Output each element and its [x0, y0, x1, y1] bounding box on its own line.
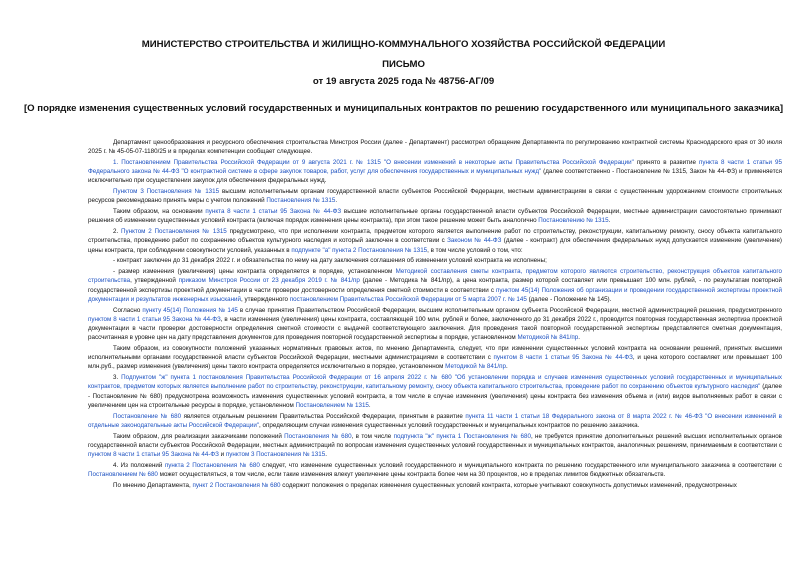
paragraph-text: , утвержденной [130, 277, 179, 285]
document-link[interactable]: приказом Минстроя России от 23 декабря 2019 г. № 841/пр [178, 277, 360, 285]
paragraph [88, 227, 782, 255]
paragraph-text: , в том числе условий о том, что: [427, 246, 523, 254]
paragraph [88, 306, 782, 343]
paragraph [88, 461, 782, 479]
paragraph-text: Таким образом, для реализации заказчиками положений [113, 432, 285, 440]
paragraph-text: , определяющим случаи изменения существенных условий государственных и муниципальных контрактов по решению заказчика. [259, 421, 640, 429]
paragraph-text: Таким образом, из совокупности положений указанных нормативных правовых актов, по мнению Департамента, следует, что при изменении существенных условий контракта на основании решений, принятых высшими исполнительными органами государственной власти субъектов Российской Федерации, местными администрациями в соответствии с [88, 345, 782, 362]
paragraph-text: . [368, 401, 371, 409]
paragraph [88, 256, 782, 265]
document-link[interactable]: пунктом 8 части 1 статьи 95 Закона № 44-ФЗ [493, 354, 633, 362]
paragraph-text: . [578, 334, 581, 342]
document-link[interactable]: Законом № 44-ФЗ [447, 237, 502, 245]
ministry-title: МИНИСТЕРСТВО СТРОИТЕЛЬСТВА И ЖИЛИЩНО-КОММУНАЛЬНОГО ХОЗЯЙСТВА РОССИЙСКОЙ ФЕДЕРАЦИИ [141, 39, 666, 50]
document-link[interactable]: 1. Постановлением Правительства Российской Федерации от 9 августа 2021 г. № 1315 "О внесении изменений в некоторые акты Правительства Российской Федерации" [113, 159, 634, 166]
paragraph-text: 2. [113, 228, 122, 236]
document-link[interactable]: Методикой составления сметы контракта, предметом которого являются строительство, реконструкция объектов капитального строительства [88, 268, 782, 285]
document-link[interactable]: Методикой № 841/пр [517, 334, 579, 342]
document-subject: [О порядке изменения существенных условий государственных и муниципальных контрактов по решению государственного или муниципального заказчика] [23, 103, 784, 114]
paragraph [88, 138, 782, 156]
document-type: ПИСЬМО [382, 59, 425, 70]
paragraph-text: , не требуется принятие дополнительных решений высших исполнительных органов государственной власти субъектов Российской Федерации, местных администраций по вопросам изменения существенных условий государственных и муниципальных контрактов, аналогичных решениям, принимаемым в соответствии с [88, 432, 782, 449]
document-body [88, 138, 782, 492]
document-link[interactable]: Пунктом 3 Постановления № 1315 [113, 188, 220, 196]
paragraph [88, 187, 782, 205]
paragraph-text: содержит положения о пределах изменения существенных условий контракта, которые учитывают совокупность допустимых изменений, предусмотренных [280, 481, 737, 489]
document-link[interactable]: пунктом 8 части 1 статьи 95 Закона № 44-ФЗ [88, 315, 221, 323]
paragraph-text: . [335, 197, 338, 205]
paragraph [88, 158, 782, 186]
paragraph-text: , в части изменения (увеличения) цены контракта, составляющей 100 млн. рублей и более, заключенного до 31 декабря 2022 г., проводится повторная государственная экспертиза проектной документации в части проверки достоверности определения сметной стоимости с выдачей соответствующего заключения. Для проведения такой повторной государственной экспертизы представляется сметная документация, рассчитанная в уровне цен на дату представления документов для проведения повторной государственной экспертизы в порядке, установленном [88, 315, 782, 342]
paragraph-text: Таким образом, на основании [113, 208, 206, 216]
paragraph-text: может осуществляться, в том числе, если такие изменения влекут увеличение цены контракта более чем на 30 процентов, но в пределах лимитов бюджетных обязательств. [157, 471, 666, 479]
paragraph-text: , утвержденного [241, 295, 290, 303]
document-link[interactable]: подпункта "ж" пункта 1 Постановления № 680 [393, 432, 531, 440]
document-link[interactable]: пункт 2 Постановления № 680 [192, 481, 281, 489]
paragraph-text: следует, что изменение существенных условий государственного и муниципального контракта по решению государственного или муниципального заказчика в соответствии с [259, 461, 782, 469]
paragraph [88, 481, 782, 490]
paragraph-text: По мнению Департамента, [113, 481, 193, 489]
document-link[interactable]: Постановлением № 680 [88, 471, 158, 479]
paragraph-text: 3. [113, 374, 122, 382]
document-link[interactable]: пункта 2 Постановления № 680 [164, 461, 260, 469]
paragraph [88, 432, 782, 460]
paragraph [88, 412, 782, 430]
paragraph-text: предусмотрено, что при исполнении контракта, предметом которого является выполнение работ по строительству, реконструкции, капитальному ремонту, сносу объекта капитального строительства, проведению работ по сохранению объектов культурного наследия и который заключен в соответствии с [88, 228, 783, 245]
paragraph-text: (далее - контракт) для обеспечения федеральных нужд допускается изменение (увеличение) цены контракта, при соблюдении совокупности условий, указанных в [88, 237, 783, 254]
paragraph-text: . [608, 217, 611, 225]
document-link[interactable]: Подпунктом "ж" пункта 1 постановления Правительства Российской Федерации от 16 апреля 2022 г. № 680 "Об установлении порядка и случаев изменения существенных условий государственных и муниципальных контрактов, предметом которых является выполнение работ по строительству, реконструкции, капитальному ремонту, сносу объекта капитального строительства, проведение работ по сохранению объектов культурного наследия" [88, 374, 782, 391]
paragraph-text: (далее - Постановление № 680) предусмотрена возможность изменения существенных условий контракта, в том числе в случае изменения (увеличения) цены контракта без изменения объема и (или) видов выполняемых работ в связи с увеличением цен на строительные ресурсы в порядке, установленном [88, 383, 782, 409]
document-link[interactable]: постановлением Правительства Российской Федерации от 5 марта 2007 г. № 145 [289, 295, 527, 303]
paragraph-text: высшие исполнительные органы государственной власти субъектов Российской Федерации, местные администрации самостоятельно принимают решения об изменении существенных условий контракта (включая порядок изменения цены контракта), при этом такое решение может быть аналогично [88, 208, 782, 225]
document-link[interactable]: Методикой № 841/пр [445, 363, 506, 371]
paragraph-text: - контракт заключен до 31 декабря 2022 г. и обязательства по нему на дату заключения соглашения об изменении условий контракта не исполнены; [113, 257, 547, 265]
paragraph-text: 4. Из положений [113, 461, 165, 469]
document-link[interactable]: пунктом 8 части 1 статьи 95 Закона № 44-ФЗ [88, 451, 219, 459]
document-link[interactable]: Постановлением № 1315 [295, 401, 369, 409]
document-link[interactable]: пунктом 3 Постановления № 1315 [225, 451, 326, 459]
paragraph-text: . [505, 363, 508, 371]
paragraph [88, 207, 782, 225]
paragraph-text: (далее соответственно - Постановление № 1315, Закон № 44-ФЗ) и применяется исключительно при осуществлении закупок для обеспечения федеральных нужд. [88, 168, 782, 185]
paragraph [88, 344, 782, 372]
document-link[interactable]: Постановления № 1315 [266, 197, 336, 205]
paragraph-text: в случае принятия Правительством Российской Федерации, высшим исполнительным органом субъекта Российской Федерации, местной администрацией решения, предусмотренного [237, 306, 783, 314]
paragraph-text: , в том числе [351, 432, 394, 440]
paragraph-text: , и цена которого составляет или превышает 100 млн.руб., размер изменения (увеличения) цены такого контракта определяется исключительно в порядке, установленном [88, 354, 783, 371]
document-link[interactable]: подпункте "а" пункта 2 Постановления № 1315 [291, 246, 428, 254]
paragraph-text: является отдельным решением Правительства Российской Федерации, принятым в развитие [181, 412, 466, 420]
paragraph-text: Департамент ценообразования и ресурсного обеспечения строительства Минстроя России (далее - Департамент) рассмотрел обращение Департамента по регулированию контрактной системы Краснодарского края от 30 июля 2025 г. № 45-05-07-1180/25 и в пределах компетенции сообщает следующее. [88, 139, 782, 156]
document-link[interactable]: Постановлению № 1315 [538, 217, 609, 225]
paragraph-text: (далее - Методика № 841/пр), а цена контракта, размер которой составляет или превышает 100 млн. рублей, - по результатам повторной государственной экспертизы проектной документации в части проверки достоверности определения сметной стоимости в соответствии с [88, 277, 783, 294]
paragraph-text: (далее - Положение № 145). [526, 295, 612, 303]
paragraph [88, 373, 782, 410]
paragraph-text: принято в развитие [633, 159, 699, 166]
paragraph-text: - размер изменения (увеличения) цены контракта определяется в порядке, установленном [113, 268, 396, 276]
document-link[interactable]: пунктом 45(14) Положения об организации и проведении государственной экспертизы проектной документации и результатов инженерных изысканий [88, 286, 782, 303]
paragraph-text: Согласно [113, 306, 143, 314]
document-link[interactable]: Пунктом 2 Постановления № 1315 [121, 228, 227, 236]
paragraph-text: и [218, 451, 226, 459]
document-link[interactable]: пункту 45(14) Положения № 145 [142, 306, 238, 314]
document-link[interactable]: пункта 8 части 1 статьи 95 Федерального закона № 44-ФЗ "О контрактной системе в сфере закупок товаров, работ, услуг для обеспечения государственных и муниципальных нужд" [88, 159, 782, 176]
document-link[interactable]: пункта 11 части 1 статьи 18 Федерального закона от 8 марта 2022 г. № 46-ФЗ "О внесении изменений в отдельные законодательные акты Российской Федерации" [88, 412, 782, 429]
paragraph [88, 267, 782, 304]
paragraph-text: . [325, 451, 327, 459]
document-link[interactable]: Постановление № 680 [113, 412, 182, 420]
paragraph-text: высшим исполнительным органам государственной власти субъектов Российской Федерации, местным администрациям в связи с существенным удорожанием стоимости строительных ресурсов рекомендовано принять меры с учетом положений [88, 188, 782, 205]
document-date-number: от 19 августа 2025 года № 48756-АГ/09 [312, 76, 495, 87]
document-link[interactable]: пункта 8 части 1 статьи 95 Закона № 44-ФЗ [205, 208, 342, 216]
document-link[interactable]: Постановления № 680 [284, 432, 352, 440]
